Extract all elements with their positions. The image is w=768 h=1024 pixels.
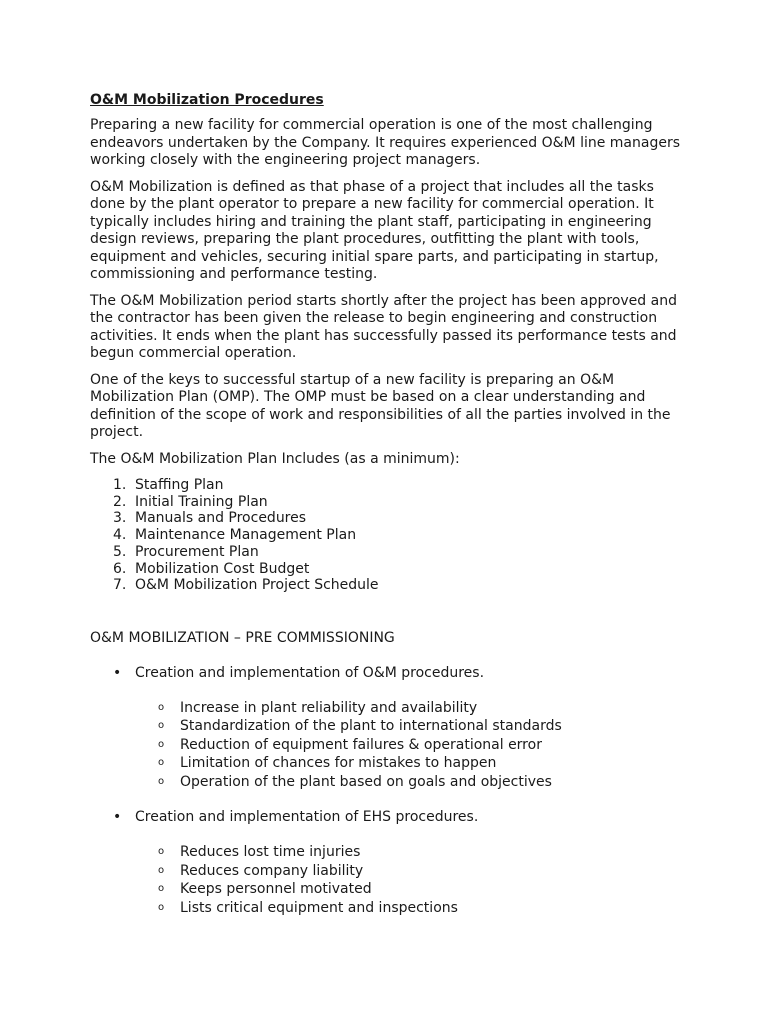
list-item-text: Maintenance Management Plan <box>135 527 357 544</box>
list-item <box>90 577 690 594</box>
list-item <box>90 494 690 511</box>
bullet-block <box>90 664 690 792</box>
document-page <box>90 91 690 917</box>
circle-bullet-icon: o <box>158 757 165 769</box>
list-number: 5. <box>113 543 127 560</box>
bullet-item <box>90 808 690 826</box>
sub-bullet-item <box>90 862 690 881</box>
circle-bullet-icon: o <box>158 701 165 713</box>
bullet-icon: • <box>113 809 122 826</box>
list-number: 3. <box>113 510 127 527</box>
list-item <box>90 527 690 544</box>
paragraph: Preparing a new facility for commercial operation is one of the most challenging endeavors undertaken by the Company. It requires experienced O&M line managers working closely with the engineering project managers. <box>90 117 681 168</box>
list-item-text: Initial Training Plan <box>135 493 268 510</box>
list-item-text: O&M Mobilization Project Schedule <box>135 577 379 594</box>
list-item-text: Staffing Plan <box>135 477 224 493</box>
sub-bullet-text: Standardization of the plant to international standards <box>180 718 562 735</box>
bullet-text: Creation and implementation of O&M procedures. <box>135 664 485 681</box>
sub-bullet-text: Limitation of chances for mistakes to happen <box>180 755 497 772</box>
list-number: 4. <box>113 527 127 544</box>
sub-bullet-item <box>90 717 690 736</box>
sub-bullet-text: Reduces company liability <box>180 862 364 879</box>
list-number: 7. <box>113 577 127 594</box>
paragraph: The O&M Mobilization Plan Includes (as a minimum): <box>90 450 460 467</box>
sub-bullet-text: Operation of the plant based on goals and objectives <box>180 773 552 790</box>
sub-bullet-list <box>90 699 690 792</box>
bullet-text: Creation and implementation of EHS procedures. <box>135 809 479 826</box>
document-title: O&M Mobilization Procedures <box>90 92 324 108</box>
list-item <box>90 544 690 561</box>
sub-bullet-item <box>90 736 690 755</box>
bullet-item <box>90 664 690 682</box>
list-number: 2. <box>113 493 127 510</box>
sub-bullet-text: Lists critical equipment and inspections <box>180 899 458 916</box>
circle-bullet-icon: o <box>158 720 165 732</box>
paragraph: One of the keys to successful startup of a new facility is preparing an O&M Mobilization Plan (OMP). The OMP must be based on a clear understanding and definition of the scope of work and responsibilities of all the parties involved in the project. <box>90 371 671 440</box>
sub-bullet-item <box>90 699 690 718</box>
sub-bullet-item <box>90 843 690 862</box>
list-item <box>90 561 690 578</box>
paragraph: O&M Mobilization is defined as that phase of a project that includes all the tasks done by the plant operator to prepare a new facility for commercial operation. It typically includes hiring and training the plant staff, participating in engineering design reviews, preparing the plant procedures, outfitting the plant with tools, equipment and vehicles, securing initial spare parts, and participating in startup, commissioning and performance testing. <box>90 178 659 282</box>
bullet-icon: • <box>113 664 122 681</box>
paragraph: The O&M Mobilization period starts shortly after the project has been approved and the contractor has been given the release to begin engineering and construction activities. It ends when the plant has successfully passed its performance tests and begun commercial operation. <box>90 292 677 361</box>
sub-bullet-text: Keeps personnel motivated <box>180 881 372 898</box>
list-number: 1. <box>113 477 127 493</box>
sub-bullet-text: Reduces lost time injuries <box>180 844 361 861</box>
list-item <box>90 510 690 527</box>
circle-bullet-icon: o <box>158 901 165 913</box>
sub-bullet-text: Reduction of equipment failures & operational error <box>180 736 542 753</box>
section-heading: O&M MOBILIZATION – PRE COMMISSIONING <box>90 629 395 646</box>
list-number: 6. <box>113 560 127 577</box>
bullet-block <box>90 808 690 917</box>
sub-bullet-text: Increase in plant reliability and availability <box>180 699 478 716</box>
list-item-text: Procurement Plan <box>135 543 259 560</box>
sub-bullet-list <box>90 843 690 917</box>
circle-bullet-icon: o <box>158 738 165 750</box>
sub-bullet-item <box>90 899 690 918</box>
list-item <box>90 477 690 494</box>
list-item-text: Mobilization Cost Budget <box>135 560 310 577</box>
circle-bullet-icon: o <box>158 883 165 895</box>
circle-bullet-icon: o <box>158 846 165 858</box>
circle-bullet-icon: o <box>158 775 165 787</box>
sub-bullet-item <box>90 880 690 899</box>
circle-bullet-icon: o <box>158 864 165 876</box>
sub-bullet-item <box>90 773 690 792</box>
list-item-text: Manuals and Procedures <box>135 510 307 527</box>
sub-bullet-item <box>90 754 690 773</box>
plan-items-list <box>90 477 690 594</box>
